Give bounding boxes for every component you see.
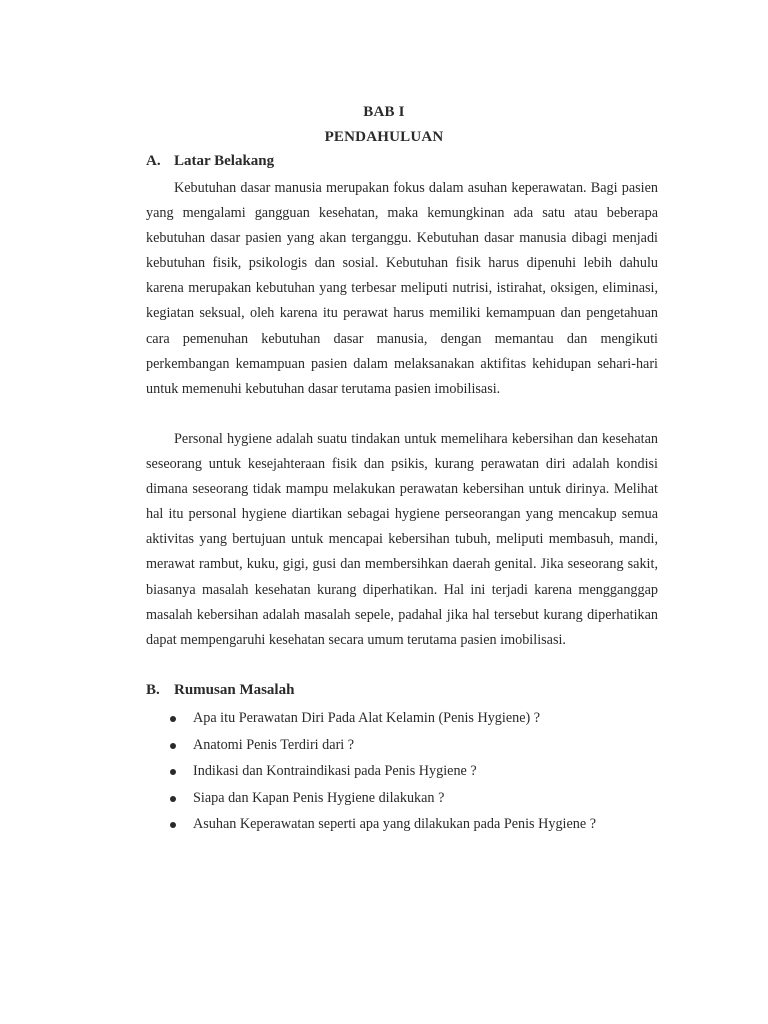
list-item-text: Asuhan Keperawatan seperti apa yang dilakukan pada Penis Hygiene ? bbox=[193, 816, 597, 832]
list-item-text: Apa itu Perawatan Diri Pada Alat Kelamin (Penis Hygiene) ? bbox=[193, 710, 541, 726]
bullet-icon bbox=[170, 769, 176, 775]
list-item bbox=[168, 758, 596, 785]
list-item-text: Indikasi dan Kontraindikasi pada Penis Hygiene ? bbox=[193, 763, 477, 779]
section-a-letter: A. bbox=[146, 153, 161, 169]
section-a-title: Latar Belakang bbox=[174, 153, 275, 169]
rumusan-masalah-list bbox=[168, 705, 596, 838]
section-b-heading bbox=[146, 682, 294, 699]
section-a-heading bbox=[146, 153, 274, 170]
section-b-title: Rumusan Masalah bbox=[174, 682, 295, 698]
bullet-icon bbox=[170, 743, 176, 749]
paragraph-latar-belakang-1: Kebutuhan dasar manusia merupakan fokus dalam asuhan keperawatan. Bagi pasien yang mengalami gangguan kesehatan, maka kemungkinan ada satu atau beberapa kebutuhan dasar pasien yang akan terganggu. Kebutuhan dasar manusia dibagi menjadi kebutuhan fisik, psikologis dan sosial. Kebutuhan fisik harus dipenuhi lebih dahulu karena merupakan kebutuhan yang terbesar meliputi nutrisi, istirahat, oksigen, eliminasi, kegiatan seksual, oleh karena itu perawat harus memiliki kemampuan dan pengetahuan cara pemenuhan kebutuhan dasar manusia, dengan memantau dan mengikuti perkembangan kemampuan pasien dalam melaksanakan aktifitas kehidupan sehari-hari untuk memenuhi kebutuhan dasar terutama pasien imobilisasi. bbox=[146, 180, 658, 397]
list-item-text: Anatomi Penis Terdiri dari ? bbox=[193, 736, 355, 753]
list-item-text: Siapa dan Kapan Penis Hygiene dilakukan ? bbox=[193, 789, 445, 806]
list-item bbox=[168, 811, 596, 838]
list-item bbox=[168, 785, 596, 812]
bullet-icon bbox=[170, 796, 176, 802]
section-b-letter: B. bbox=[146, 682, 160, 698]
list-item bbox=[168, 732, 596, 759]
bullet-icon bbox=[170, 716, 176, 722]
paragraph-latar-belakang-2: Personal hygiene adalah suatu tindakan untuk memelihara kebersihan dan kesehatan seseorang untuk kesejahteraan fisik dan psikis, kurang perawatan diri adalah kondisi dimana seseorang tidak mampu melakukan perawatan kebersihan untuk dirinya. Melihat hal itu personal hygiene diartikan sebagai hygiene perseorangan yang mencakup semua aktivitas yang bertujuan untuk mencapai kebersihan tubuh, meliputi membasuh, mandi, merawat rambut, kuku, gigi, gusi dan membersihkan daerah genital. Jika seseorang sakit, biasanya masalah kesehatan kurang diperhatikan. Hal ini terjadi karena mengganggap masalah kebersihan adalah masalah sepele, padahal jika hal tersebut kurang diperhatikan dapat mempengaruhi kesehatan secara umum terutama pasien imobilisasi. bbox=[146, 431, 658, 648]
list-item bbox=[168, 705, 596, 732]
chapter-number: BAB I bbox=[363, 104, 405, 120]
bullet-icon bbox=[170, 822, 176, 828]
chapter-title: PENDAHULUAN bbox=[324, 129, 444, 145]
